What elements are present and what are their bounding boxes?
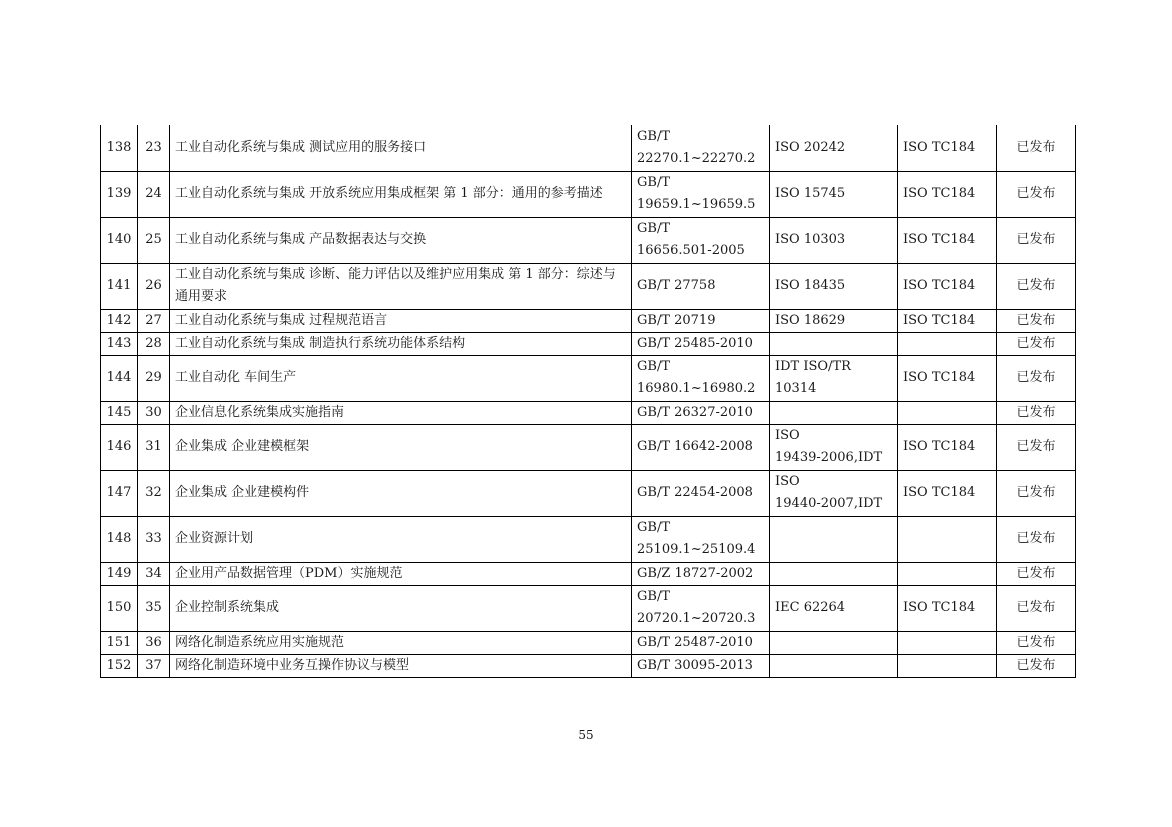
table-row [101, 125, 1076, 171]
table-row [101, 355, 1076, 401]
sub-index: 23 [138, 125, 170, 171]
international-standard: ISO 19440-2007,IDT [770, 470, 898, 516]
page-number: 55 [578, 728, 594, 742]
international-standard [770, 631, 898, 654]
standard-organization [898, 631, 997, 654]
row-index: 144 [101, 355, 138, 401]
standard-code: GB/T 20720.1~20720.3 [632, 585, 770, 631]
table-body [101, 125, 1076, 677]
standard-code: GB/Z 18727-2002 [632, 562, 770, 585]
status-badge: 已发布 [997, 562, 1076, 585]
row-index: 147 [101, 470, 138, 516]
standard-code: GB/T 19659.1~19659.5 [632, 171, 770, 217]
status-badge: 已发布 [997, 217, 1076, 263]
standard-code: GB/T 22270.1~22270.2 [632, 125, 770, 171]
standard-name: 企业控制系统集成 [170, 585, 632, 631]
status-badge: 已发布 [997, 585, 1076, 631]
table-row [101, 171, 1076, 217]
standard-organization: ISO TC184 [898, 424, 997, 470]
row-index: 149 [101, 562, 138, 585]
international-standard: ISO 10303 [770, 217, 898, 263]
status-badge: 已发布 [997, 516, 1076, 562]
sub-index: 29 [138, 355, 170, 401]
standard-code: GB/T 25109.1~25109.4 [632, 516, 770, 562]
international-standard [770, 516, 898, 562]
standard-code: GB/T 30095-2013 [632, 654, 770, 677]
row-index: 138 [101, 125, 138, 171]
standard-name: 企业信息化系统集成实施指南 [170, 401, 632, 424]
status-badge: 已发布 [997, 263, 1076, 309]
row-index: 152 [101, 654, 138, 677]
standards-table [100, 125, 1076, 678]
standard-name: 网络化制造环境中业务互操作协议与模型 [170, 654, 632, 677]
table-row [101, 631, 1076, 654]
standard-organization: ISO TC184 [898, 585, 997, 631]
international-standard: IDT ISO/TR 10314 [770, 355, 898, 401]
standard-organization [898, 562, 997, 585]
international-standard [770, 401, 898, 424]
status-badge: 已发布 [997, 309, 1076, 332]
sub-index: 25 [138, 217, 170, 263]
row-index: 140 [101, 217, 138, 263]
standard-organization: ISO TC184 [898, 309, 997, 332]
sub-index: 28 [138, 332, 170, 355]
international-standard: ISO 15745 [770, 171, 898, 217]
standard-organization: ISO TC184 [898, 470, 997, 516]
standard-organization: ISO TC184 [898, 171, 997, 217]
standard-name: 工业自动化系统与集成 诊断、能力评估以及维护应用集成 第 1 部分：综述与通用要求 [170, 263, 632, 309]
status-badge: 已发布 [997, 125, 1076, 171]
international-standard [770, 332, 898, 355]
standard-name: 工业自动化系统与集成 制造执行系统功能体系结构 [170, 332, 632, 355]
standard-organization: ISO TC184 [898, 263, 997, 309]
row-index: 148 [101, 516, 138, 562]
table-row [101, 562, 1076, 585]
table-row [101, 332, 1076, 355]
standard-name: 企业集成 企业建模框架 [170, 424, 632, 470]
status-badge: 已发布 [997, 171, 1076, 217]
table-row [101, 585, 1076, 631]
status-badge: 已发布 [997, 470, 1076, 516]
sub-index: 30 [138, 401, 170, 424]
standard-code: GB/T 22454-2008 [632, 470, 770, 516]
table-row [101, 401, 1076, 424]
row-index: 142 [101, 309, 138, 332]
sub-index: 24 [138, 171, 170, 217]
table-row [101, 217, 1076, 263]
international-standard: ISO 20242 [770, 125, 898, 171]
sub-index: 33 [138, 516, 170, 562]
standard-name: 企业用产品数据管理（PDM）实施规范 [170, 562, 632, 585]
status-badge: 已发布 [997, 654, 1076, 677]
row-index: 150 [101, 585, 138, 631]
sub-index: 32 [138, 470, 170, 516]
status-badge: 已发布 [997, 424, 1076, 470]
sub-index: 35 [138, 585, 170, 631]
standard-code: GB/T 16980.1~16980.2 [632, 355, 770, 401]
sub-index: 26 [138, 263, 170, 309]
international-standard: IEC 62264 [770, 585, 898, 631]
row-index: 145 [101, 401, 138, 424]
standard-code: GB/T 25487-2010 [632, 631, 770, 654]
standard-name: 工业自动化系统与集成 过程规范语言 [170, 309, 632, 332]
standard-organization [898, 401, 997, 424]
international-standard [770, 654, 898, 677]
international-standard [770, 562, 898, 585]
standard-organization [898, 516, 997, 562]
sub-index: 31 [138, 424, 170, 470]
table-row [101, 424, 1076, 470]
standard-organization: ISO TC184 [898, 217, 997, 263]
standard-organization [898, 332, 997, 355]
row-index: 139 [101, 171, 138, 217]
standard-name: 工业自动化系统与集成 开放系统应用集成框架 第 1 部分：通用的参考描述 [170, 171, 632, 217]
status-badge: 已发布 [997, 332, 1076, 355]
table-row [101, 654, 1076, 677]
row-index: 143 [101, 332, 138, 355]
table-row [101, 470, 1076, 516]
table-row [101, 309, 1076, 332]
standard-organization: ISO TC184 [898, 125, 997, 171]
standard-organization [898, 654, 997, 677]
table-row [101, 516, 1076, 562]
standard-name: 企业资源计划 [170, 516, 632, 562]
status-badge: 已发布 [997, 401, 1076, 424]
status-badge: 已发布 [997, 355, 1076, 401]
sub-index: 37 [138, 654, 170, 677]
standard-code: GB/T 16642-2008 [632, 424, 770, 470]
standard-code: GB/T 16656.501-2005 [632, 217, 770, 263]
standard-name: 工业自动化系统与集成 测试应用的服务接口 [170, 125, 632, 171]
international-standard: ISO 19439-2006,IDT [770, 424, 898, 470]
row-index: 146 [101, 424, 138, 470]
sub-index: 36 [138, 631, 170, 654]
sub-index: 27 [138, 309, 170, 332]
international-standard: ISO 18629 [770, 309, 898, 332]
standard-code: GB/T 25485-2010 [632, 332, 770, 355]
standard-organization: ISO TC184 [898, 355, 997, 401]
standard-name: 企业集成 企业建模构件 [170, 470, 632, 516]
standard-name: 工业自动化 车间生产 [170, 355, 632, 401]
standard-code: GB/T 26327-2010 [632, 401, 770, 424]
status-badge: 已发布 [997, 631, 1076, 654]
row-index: 141 [101, 263, 138, 309]
row-index: 151 [101, 631, 138, 654]
standard-name: 工业自动化系统与集成 产品数据表达与交换 [170, 217, 632, 263]
standard-name: 网络化制造系统应用实施规范 [170, 631, 632, 654]
sub-index: 34 [138, 562, 170, 585]
international-standard: ISO 18435 [770, 263, 898, 309]
standard-code: GB/T 20719 [632, 309, 770, 332]
standard-code: GB/T 27758 [632, 263, 770, 309]
table-row [101, 263, 1076, 309]
